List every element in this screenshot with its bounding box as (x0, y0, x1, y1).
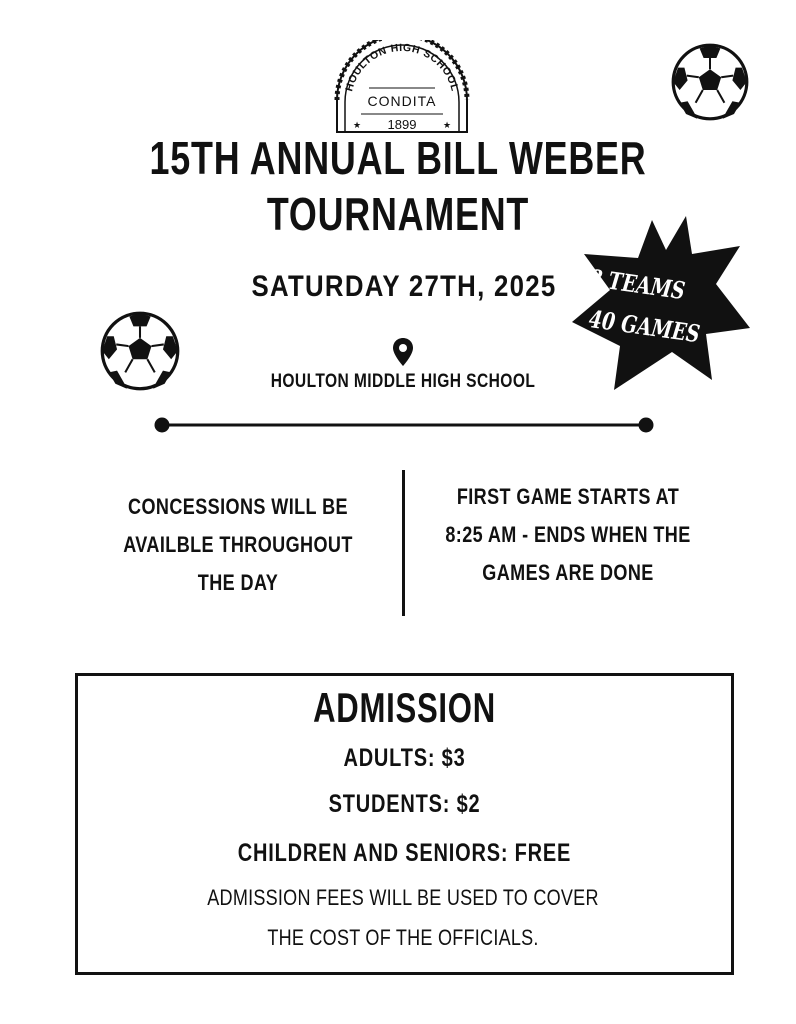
event-location: HOULTON MIDDLE HIGH SCHOOL (270, 371, 536, 392)
event-date: SATURDAY 27TH, 2025 (251, 270, 557, 303)
soccer-ball-icon (99, 310, 181, 392)
map-pin-icon (392, 337, 414, 367)
seal-motto: CONDITA (367, 93, 437, 109)
admission-note: ADMISSION FEES WILL BE USED TO COVER THE COST OF THE OFFICIALS. (207, 885, 599, 950)
admission-children-seniors: CHILDREN AND SENIORS: FREE (237, 839, 572, 867)
school-seal (331, 40, 473, 136)
concessions-text: CONCESSIONS WILL BE AVAILBLE THROUGHOUT THE DAY (123, 494, 353, 595)
column-divider (402, 470, 405, 616)
soccer-ball-icon (670, 42, 750, 122)
seal-star-icon: ★ (443, 120, 452, 130)
title-line-1: 15TH ANNUAL BILL WEBER (149, 132, 647, 184)
games-count: 40 GAMES (587, 304, 702, 349)
first-game-text: FIRST GAME STARTS AT 8:25 AM - ENDS WHEN THE GAMES ARE DONE (445, 484, 691, 585)
admission-adults: ADULTS: $3 (343, 744, 466, 772)
admission-students: STUDENTS: $2 (328, 790, 481, 818)
seal-year: 1899 (387, 117, 417, 132)
divider-line (150, 412, 660, 438)
seal-arc-text: HOULTON HIGH SCHOOL (343, 41, 461, 93)
admission-heading: ADMISSION (313, 684, 496, 731)
title-line-2: TOURNAMENT (266, 188, 530, 240)
seal-star-icon: ★ (353, 120, 362, 130)
teams-count: 8 TEAMS (587, 263, 687, 306)
